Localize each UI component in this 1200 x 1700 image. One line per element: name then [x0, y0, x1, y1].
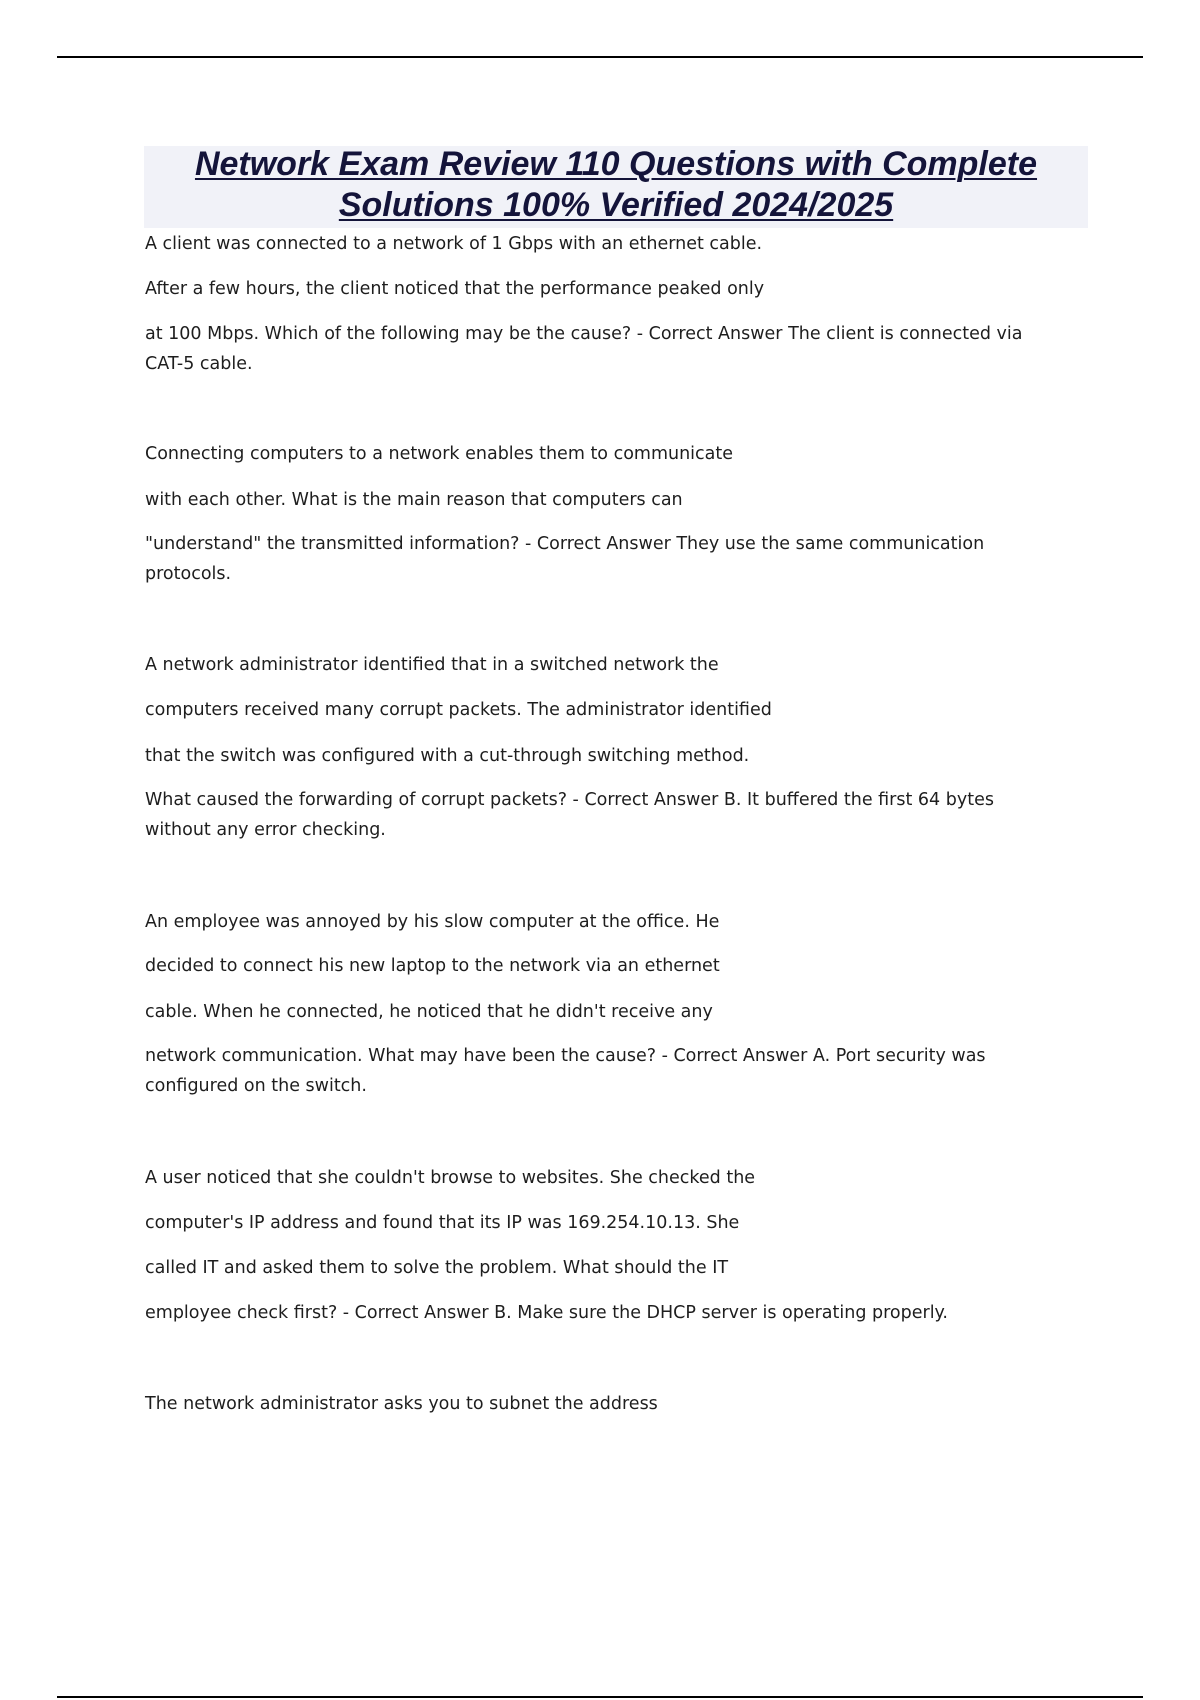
document-title-line-1: Network Exam Review 110 Questions with Complete	[194, 145, 1038, 183]
document-title-line-2: Solutions 100% Verified 2024/2025	[338, 186, 894, 224]
question-3-line-1: A network administrator identified that in a switched network the	[145, 655, 719, 675]
header-rule	[57, 56, 1143, 58]
question-5-line-2: computer's IP address and found that its IP was 169.254.10.13. She	[145, 1213, 740, 1233]
question-3-line-2: computers received many corrupt packets. The administrator identified	[145, 700, 772, 720]
document-title	[144, 144, 1088, 226]
question-4-line-3: cable. When he connected, he noticed that he didn't receive any	[145, 1002, 713, 1022]
question-1-line-2: After a few hours, the client noticed that the performance peaked only	[145, 279, 765, 299]
question-4-line-2: decided to connect his new laptop to the network via an ethernet	[145, 956, 720, 976]
question-3-line-3: that the switch was configured with a cut-through switching method.	[145, 746, 750, 766]
question-1-line-3: at 100 Mbps. Which of the following may be the cause? - Correct Answer The client is connected via CAT-5 cable.	[145, 324, 1023, 374]
question-5-line-3: called IT and asked them to solve the problem. What should the IT	[145, 1258, 729, 1278]
question-5-line-4: employee check first? - Correct Answer B. Make sure the DHCP server is operating properly.	[145, 1303, 948, 1323]
question-4-line-4: network communication. What may have been the cause? - Correct Answer A. Port security was configured on the switch.	[145, 1046, 986, 1096]
question-1-line-1: A client was connected to a network of 1 Gbps with an ethernet cable.	[145, 234, 763, 254]
footer-rule	[57, 1696, 1143, 1698]
question-2-line-1: Connecting computers to a network enables them to communicate	[145, 444, 734, 464]
question-2-line-2: with each other. What is the main reason that computers can	[145, 490, 683, 510]
question-2-line-3: "understand" the transmitted information? - Correct Answer They use the same communication protocols.	[145, 534, 985, 584]
question-5-line-1: A user noticed that she couldn't browse to websites. She checked the	[145, 1168, 756, 1188]
question-4-line-1: An employee was annoyed by his slow computer at the office. He	[145, 912, 720, 932]
question-6-line-1: The network administrator asks you to subnet the address	[145, 1394, 658, 1414]
question-3-line-4: What caused the forwarding of corrupt packets? - Correct Answer B. It buffered the first 64 bytes without any error checking.	[145, 790, 994, 840]
